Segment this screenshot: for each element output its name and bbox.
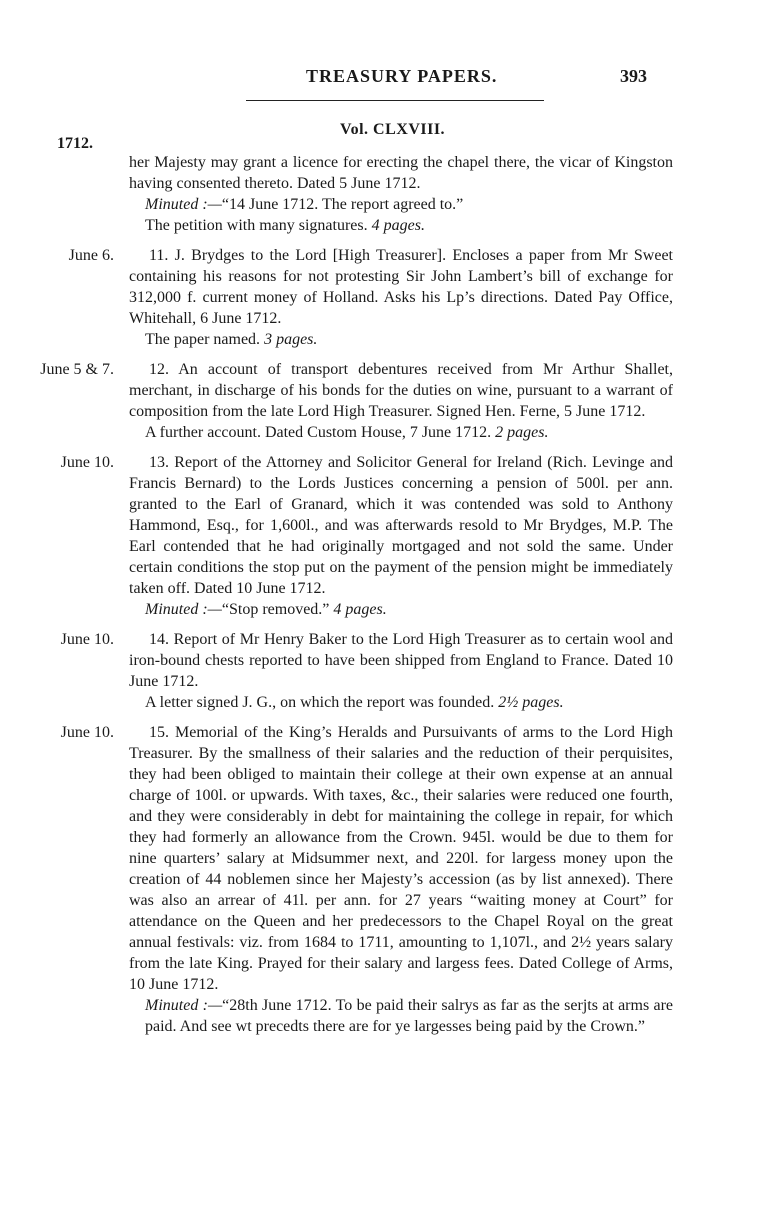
note-pages: 2 pages. (495, 424, 549, 441)
continuation-minute (129, 194, 673, 215)
page-number: 393 (620, 66, 647, 86)
continuation-note (129, 215, 673, 236)
minute-text: “Stop removed.” (221, 601, 330, 618)
minute-label: Minuted :— (145, 196, 222, 213)
entry-minute (129, 995, 673, 1037)
entry-text: 13. Report of the Attorney and Solicitor General for Ireland (Rich. Levinge and Francis Bernard) to the Lords Justices concerning a pension of 500l. per ann. granted to the Earl of Granard, which it was contended was sold to Anthony Hammond, Esq., for 1,600l., and was afterwards resold to Mr Brydges, M.P. The Earl contended that he had originally mortgaged and not sold the same. Under certain conditions the stop put on the payment of the pension might be immediately taken off. Dated 10 June 1712. (129, 454, 673, 597)
entry-note (129, 329, 673, 350)
entry-text: 11. J. Brydges to the Lord [High Treasurer]. Encloses a paper from Mr Sweet containing his reasons for not protesting Sir John Lambert’s bill of exchange for 312,000 f. current money of Holland. Asks his Lp’s directions. Dated Pay Office, Whitehall, 6 June 1712. (129, 247, 673, 327)
note-pages: 4 pages. (371, 217, 425, 234)
entry-date: June 5 & 7. (40, 361, 114, 378)
entry-14 (0, 629, 770, 713)
body-text (0, 152, 770, 1046)
entry-15 (0, 722, 770, 1037)
entry-note (129, 692, 673, 713)
note-pages: 3 pages. (264, 331, 318, 348)
entry-13 (0, 452, 770, 620)
entry-11 (0, 245, 770, 350)
entry-date: June 6. (68, 247, 114, 264)
running-title: TREASURY PAPERS. (306, 66, 498, 86)
note-pages: 4 pages. (333, 601, 387, 618)
entry-12 (0, 359, 770, 443)
entry-text: 14. Report of Mr Henry Baker to the Lord High Treasurer as to certain wool and iron-bound chests reported to have been shipped from England to France. Dated 10 June 1712. (129, 631, 673, 690)
continuation-text: her Majesty may grant a licence for erecting the chapel there, the vicar of Kingston having consented thereto. Dated 5 June 1712. (129, 154, 673, 192)
entry-date: June 10. (60, 631, 114, 648)
note-text: The petition with many signatures. (145, 217, 368, 234)
note-text: A letter signed J. G., on which the report was founded. (145, 694, 495, 711)
entry-note (129, 422, 673, 443)
minute-text: “28th June 1712. To be paid their salrys as far as the serjts at arms are paid. And see wt precedts there are for ye largesses being paid by the Crown.” (145, 997, 674, 1035)
volume-heading: Vol. CLXVIII. (340, 121, 446, 138)
entry-minute (129, 599, 673, 620)
entry-date: June 10. (60, 454, 114, 471)
year-margin: 1712. (57, 135, 93, 152)
note-text: The paper named. (145, 331, 261, 348)
minute-text: “14 June 1712. The report agreed to.” (221, 196, 464, 213)
note-pages: 2½ pages. (498, 694, 564, 711)
page-header (0, 66, 770, 88)
entry-text: 12. An account of transport debentures received from Mr Arthur Shallet, merchant, in discharge of his bonds for the duties on wine, pursuant to a warrant of composition from the late Lord High Treasurer. Signed Hen. Ferne, 5 June 1712. (129, 361, 673, 420)
entry-text: 15. Memorial of the King’s Heralds and Pursuivants of arms to the Lord High Treasurer. By the smallness of their salaries and the reduction of their perquisites, they had been obliged to maintain their college at their own expense at an annual charge of 100l. or upwards. With taxes, &c., their salaries were reduced one fourth, and they were considerably in debt for maintaining the college in repair, for which they had formerly an allowance from the Crown. 945l. would be due to them for nine quarters’ salary at Midsummer next, and 220l. for largess money upon the creation of 44 noblemen since her Majesty’s accession (as by list annexed). There was also an arrear of 41l. per ann. for 27 years “waiting money at Court” for attendance on the Queen and her predecessors to the Chapel Royal on the great annual festivals: viz. from 1684 to 1711, amounting to 1,107l., and 2½ years salary from the late King. Prayed for their salary and largess fees. Dated College of Arms, 10 June 1712. (129, 724, 673, 993)
continuation-entry (0, 152, 770, 236)
entry-date: June 10. (60, 724, 114, 741)
header-rule (246, 100, 544, 101)
minute-label: Minuted :— (145, 997, 223, 1014)
note-text: A further account. Dated Custom House, 7 June 1712. (145, 424, 492, 441)
minute-label: Minuted :— (145, 601, 222, 618)
